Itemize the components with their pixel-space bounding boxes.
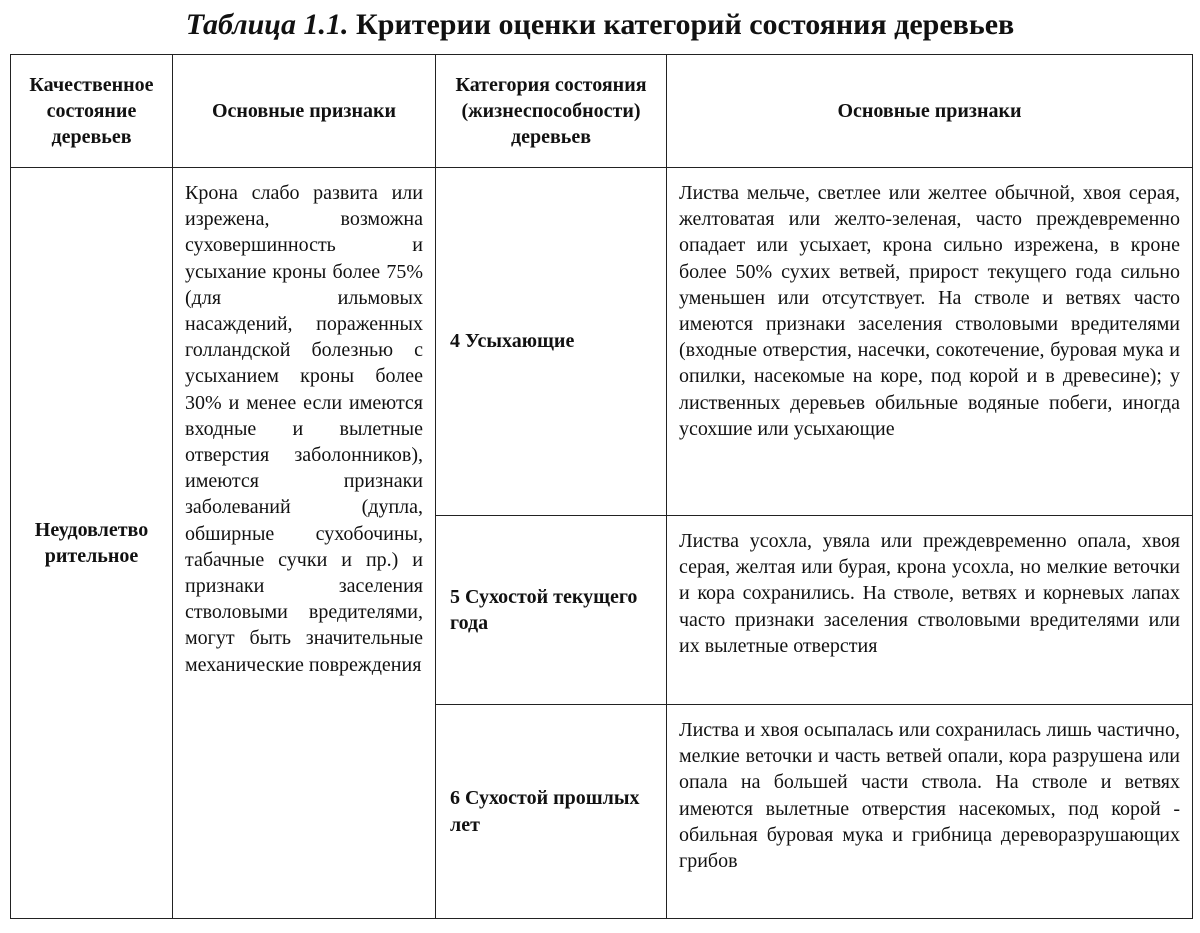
header-signs: Основные признаки [667, 55, 1193, 168]
category-cell: 4 Усыхающие [436, 168, 667, 516]
header-general-signs: Основные признаки [173, 55, 436, 168]
general-signs-cell: Крона слабо развита или изрежена, возможна суховершинность и усыхание кроны более 75% (для ильмовых насаждений, пораженных голландской болезнью с усыханием кроны более 30% и менее если имеются входные и вылетные отверстия заболонников), имеются признаки заболеваний (дупла, обширные сухобочины, табачные сучки и пр.) и признаки заселения стволовыми вредителями, могут быть значительные механические повреждения [173, 168, 436, 919]
table-row [11, 168, 1193, 516]
table-title-text: Критерии оценки категорий состояния деревьев [356, 8, 1015, 41]
table-title [0, 6, 1200, 44]
quality-cell: Неудовлетво рительное [11, 168, 173, 919]
header-category: Категория состояния (жизнеспособности) деревьев [436, 55, 667, 168]
table-number: Таблица 1.1. [185, 8, 349, 41]
category-cell: 5 Сухостой текущего года [436, 516, 667, 705]
description-cell: Листва усохла, увяла или преждевременно опала, хвоя серая, желтая или бурая, крона усохла, но мелкие веточки и кора сохранились. На стволе, ветвях и корневых лапах часто признаки заселения стволовыми вредителями или их вылетные отверстия [667, 516, 1193, 705]
description-cell: Листва и хвоя осыпалась или сохранилась лишь частично, мелкие веточки и часть ветвей опали, кора разрушена или опала на большей части ствола. На стволе и ветвях имеются вылетные отверстия насекомых, под корой - обильная буровая мука и грибница дереворазрушающих грибов [667, 705, 1193, 919]
category-cell: 6 Сухостой прошлых лет [436, 705, 667, 919]
header-quality: Качественное состояние деревьев [11, 55, 173, 168]
header-row [11, 55, 1193, 168]
criteria-table [10, 54, 1193, 919]
description-cell: Листва мельче, светлее или желтее обычной, хвоя серая, желтоватая или желто-зеленая, часто преждевременно опадает или усыхает, крона сильно изрежена, в кроне более 50% сухих ветвей, прирост текущего года сильно уменьшен или отсутствует. На стволе и ветвях часто имеются признаки заселения стволовыми вредителями (входные отверстия, насечки, сокотечение, буровая мука и опилки, насекомые на коре, под корой и в древесине); у лиственных деревьев обильные водяные побеги, иногда усохшие или усыхающие [667, 168, 1193, 516]
